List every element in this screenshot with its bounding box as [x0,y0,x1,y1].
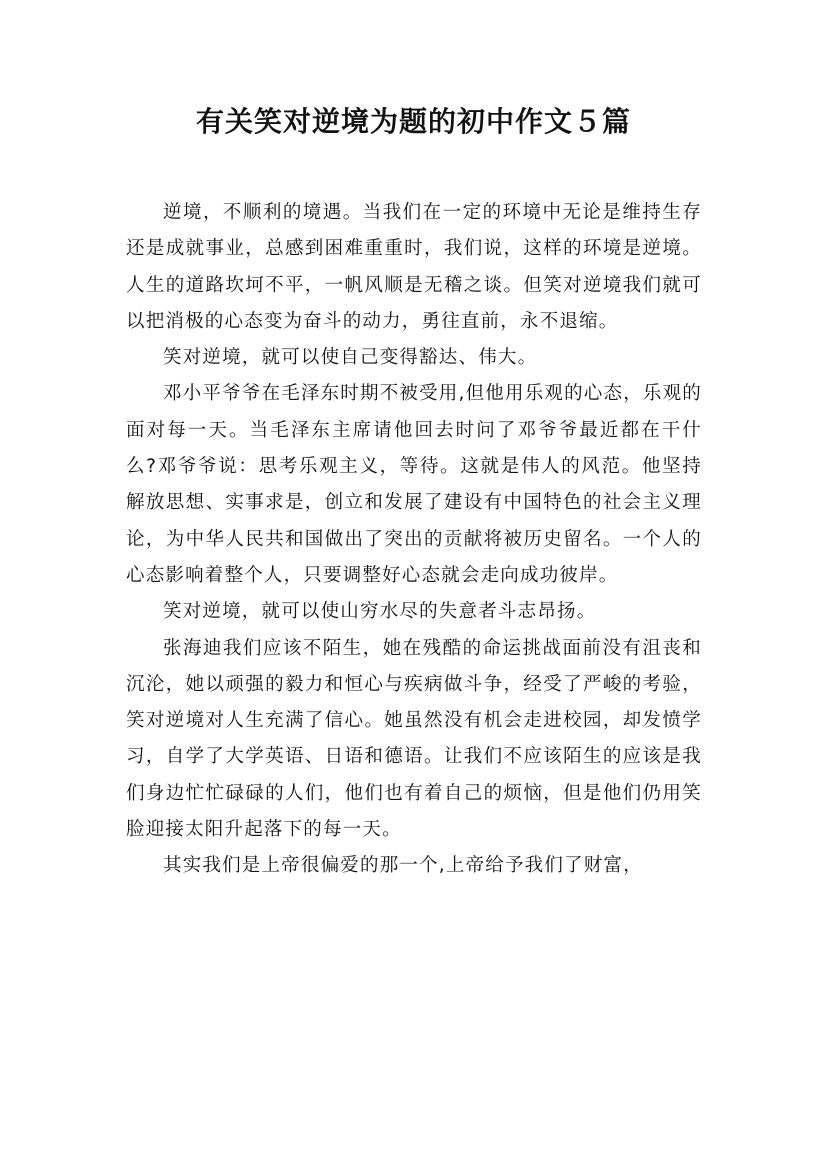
document-title: 有关笑对逆境为题的初中作文５篇 [195,105,631,138]
paragraph-point-2: 笑对逆境，就可以使山穷水尽的失意者斗志昂扬。 [163,601,597,623]
paragraph-intro: 逆境，不顺利的境遇。当我们在一定的环境中无论是维持生存还是成就事业，总感到困难重重时，我们说，这样的环境是逆境。人生的道路坎坷不平，一帆风顺是无稽之谈。但笑对逆境我们就可以把消极的心态变为奋斗的动力，勇往直前，永不退缩。 [126,202,702,332]
paragraph-point-1: 笑对逆境，就可以使自己变得豁达、伟大。 [163,347,538,369]
paragraph-zhang-haidi: 张海迪我们应该不陌生，她在残酷的命运挑战面前没有沮丧和沉沦，她以顽强的毅力和恒心与疾病做斗争，经受了严峻的考验，笑对逆境对人生充满了信心。她虽然没有机会走进校园，却发愤学习，自学了大学英语、日语和德语。让我们不应该陌生的应该是我们身边忙忙碌碌的人们，他们也有着自己的烦恼，但是他们仍用笑脸迎接太阳升起落下的每一天。 [126,637,702,841]
document-body [126,195,702,885]
paragraph-deng-xiaoping: 邓小平爷爷在毛泽东时期不被受用,但他用乐观的心态，乐观的面对每一天。当毛泽东主席请他回去时问了邓爷爷最近都在干什么?邓爷爷说：思考乐观主义，等待。这就是伟人的风范。他坚持解放思想、实事求是，创立和发展了建设有中国特色的社会主义理论，为中华人民共和国做出了突出的贡献将被历史留名。一个人的心态影响着整个人，只要调整好心态就会走向成功彼岸。 [126,383,702,586]
paragraph-closing: 其实我们是上帝很偏爱的那一个,上帝给予我们了财富， [163,855,643,877]
